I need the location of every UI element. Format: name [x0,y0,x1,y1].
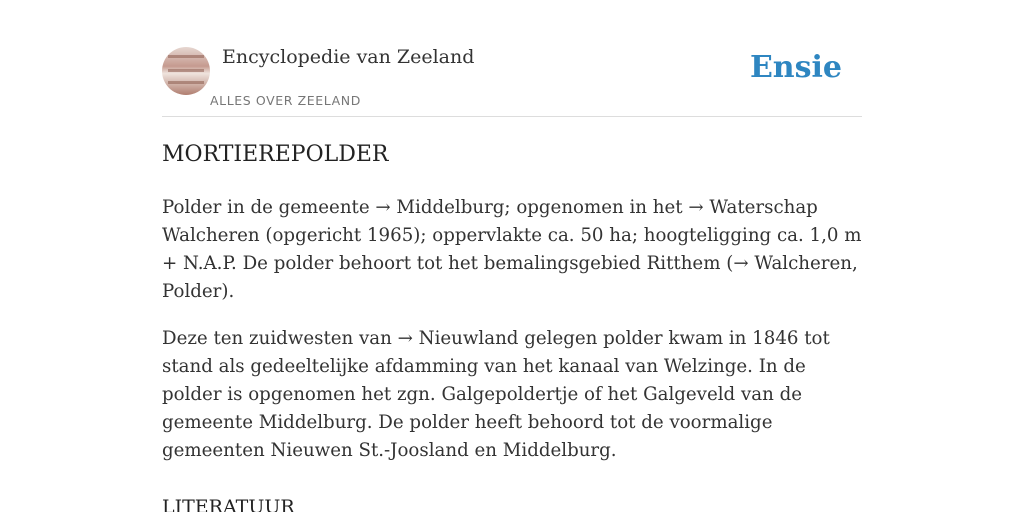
site-subtitle: ALLES OVER ZEELAND [210,93,361,108]
avatar-stripe [168,55,204,58]
article-title: MORTIEREPOLDER [162,142,389,167]
book-thumbnail-icon[interactable] [162,47,210,95]
site-title-link[interactable]: Encyclopedie van Zeeland [222,46,475,68]
avatar-stripe [168,69,204,72]
literature-heading: LITERATUUR [162,496,295,512]
avatar-stripe [168,81,204,84]
site-header [162,0,862,117]
article-paragraph: Polder in de gemeente → Middelburg; opgenomen in het → Waterschap Walcheren (opgericht 1965); oppervlakte ca. 50 ha; hoogteligging ca. 1,0 m + N.A.P. De polder behoort tot het bemalingsgebied Ritthem (→ Walcheren, Polder). [162,197,862,302]
ensie-logo-link[interactable]: Ensie [749,50,842,85]
article-body [162,140,862,512]
article-paragraph: Deze ten zuidwesten van → Nieuwland gelegen polder kwam in 1846 tot stand als gedeeltelijke afdamming van het kanaal van Welzinge. In de polder is opgenomen het zgn. Galgepoldertje of het Galgeveld van de gemeente Middelburg. De polder heeft behoord tot de voormalige gemeenten Nieuwen St.-Joosland en Middelburg. [162,328,830,461]
